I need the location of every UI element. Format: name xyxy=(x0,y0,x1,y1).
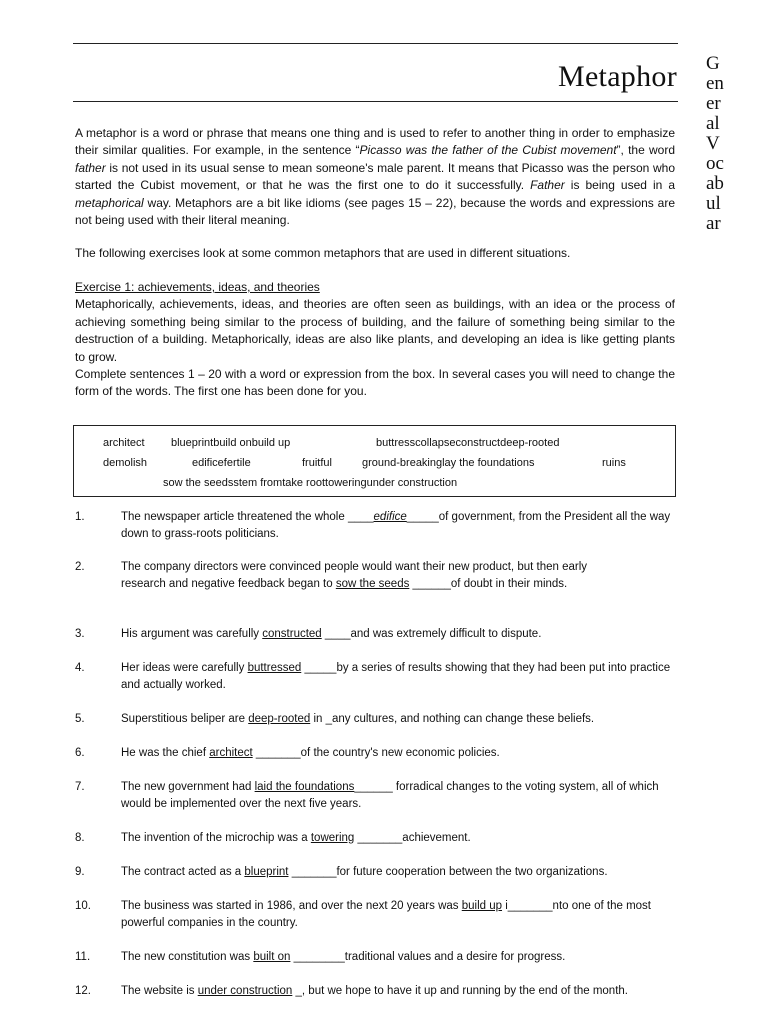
intro-paragraph xyxy=(75,125,675,229)
word-box-entry: demolish xyxy=(103,457,148,469)
side-tab-letter: en xyxy=(706,73,724,94)
word-box-entry: ruins xyxy=(602,457,626,469)
intro-term: father xyxy=(75,160,106,175)
item-answer: built on xyxy=(253,951,291,963)
word-box-entry: buttresscollapseconstructdeep-rooted xyxy=(376,437,560,449)
intro-text: A metaphor is a word or phrase that means one thing and is used to refer to another thing in order to emphasize their similar qualities. For example, in the sentence “ xyxy=(75,126,675,158)
header-rule-bottom xyxy=(73,101,678,102)
side-tab-letter: ul xyxy=(706,193,721,214)
item-number: 9. xyxy=(75,866,85,878)
item-answer: blueprint xyxy=(244,866,289,878)
item-number: 4. xyxy=(75,662,85,674)
side-tab-letter: oc xyxy=(706,153,724,174)
lead-paragraph: The following exercises look at some common metaphors that are used in different situations. xyxy=(75,246,571,260)
word-box xyxy=(73,425,676,497)
item-answer: build up xyxy=(461,900,503,912)
item-number: 2. xyxy=(75,561,85,573)
item-sentence: He was the chief architect _______of the country's new economic policies. xyxy=(121,747,500,759)
item-answer: architect xyxy=(209,747,253,759)
item-number: 8. xyxy=(75,832,85,844)
intro-term: metaphorical xyxy=(75,195,144,210)
item-answer: buttressed xyxy=(247,662,302,674)
word-box-entry: ground-breakinglay the foundations xyxy=(362,457,535,469)
side-tab-letter: V xyxy=(706,133,720,154)
item-number: 1. xyxy=(75,511,85,523)
item-answer: constructed xyxy=(262,628,322,640)
item-sentence: The newspaper article threatened the whole ____edifice_____of government, from the President all the way down to grass-roots politicians. xyxy=(121,511,671,540)
header-rule-top xyxy=(73,43,678,44)
item-sentence: The company directors were convinced people would want their new product, but then early research and negative feedback began to sow the seeds ______of doubt in their minds. xyxy=(121,561,588,590)
intro-term: Father xyxy=(530,178,565,193)
side-tab-letter: G xyxy=(706,53,720,74)
exercise-section xyxy=(75,279,675,401)
side-tab-letter: ab xyxy=(706,173,724,194)
intro-text: is not used in its usual sense to mean someone's male parent. It means that Picasso was the person who started the Cubist movement, or that he was the first one to do it successfully. xyxy=(75,160,675,193)
intro-text: way. Metaphors are a bit like idioms (see pages 15 – 22), because the words and expressions are not being used with their literal meaning. xyxy=(75,195,675,228)
item-number: 6. xyxy=(75,747,85,759)
item-sentence: The contract acted as a blueprint _______for future cooperation between the two organizations. xyxy=(121,866,608,878)
item-number: 12. xyxy=(75,985,91,997)
side-tab-letter: ar xyxy=(706,213,721,234)
item-sentence: The new government had laid the foundations______ forradical changes to the voting system, all of which would be implemented over the next five years. xyxy=(121,781,659,810)
item-answer: edifice xyxy=(373,511,407,523)
item-sentence: Her ideas were carefully buttressed _____by a series of results showing that they had been put into practice and actually worked. xyxy=(121,662,671,691)
item-number: 3. xyxy=(75,628,85,640)
item-sentence: The business was started in 1986, and over the next 20 years was build up i_______nto one of the most powerful companies in the country. xyxy=(121,900,652,929)
page-title: Metaphor xyxy=(557,60,677,93)
item-answer: sow the seeds xyxy=(335,578,410,590)
item-answer: towering xyxy=(310,832,355,844)
item-answer: under construction xyxy=(197,985,293,997)
item-sentence: The invention of the microchip was a towering _______achievement. xyxy=(121,832,471,844)
side-tab-letter: er xyxy=(706,93,721,114)
item-sentence: His argument was carefully constructed ____and was extremely difficult to dispute. xyxy=(121,628,542,640)
exercise-description: Metaphorically, achievements, ideas, and theories are often seen as buildings, with an idea or the process of achieving something being similar to the process of building, and the failure of something being similar to the destruction of a building. Metaphorically, ideas are also like plants, and developing an idea is like getting plants to grow. xyxy=(75,297,675,364)
item-sentence: Superstitious beliper are deep-rooted in _any cultures, and nothing can change these beliefs. xyxy=(121,713,595,725)
intro-example-quote: Picasso was the father of the Cubist movement xyxy=(359,143,617,158)
word-box-entry: sow the seedsstem fromtake roottoweringunder construction xyxy=(163,477,458,489)
item-number: 11. xyxy=(75,951,91,963)
exercise-heading: Exercise 1: achievements, ideas, and theories xyxy=(75,280,320,294)
word-box-entry: architect xyxy=(103,437,145,449)
item-sentence: The new constitution was built on ________traditional values and a desire for progress. xyxy=(121,951,566,963)
side-tab-label xyxy=(706,54,746,234)
item-number: 7. xyxy=(75,781,85,793)
item-number: 5. xyxy=(75,713,85,725)
item-sentence: The website is under construction _, but we hope to have it up and running by the end of the month. xyxy=(121,985,628,997)
item-answer: laid the foundations xyxy=(254,781,355,793)
word-box-entry: blueprintbuild onbuild up xyxy=(171,437,291,449)
word-box-entry: edificefertile xyxy=(192,457,251,469)
exercise-instructions: Complete sentences 1 – 20 with a word or expression from the box. In several cases you will need to change the form of the words. The first one has been done for you. xyxy=(75,367,675,399)
intro-text: ”, the word xyxy=(616,143,675,158)
item-number: 10. xyxy=(75,900,91,912)
side-tab-letter: al xyxy=(706,113,720,134)
intro-text: is being used in a xyxy=(564,178,675,193)
word-box-entry: fruitful xyxy=(302,457,332,469)
item-answer: deep-rooted xyxy=(248,713,311,725)
